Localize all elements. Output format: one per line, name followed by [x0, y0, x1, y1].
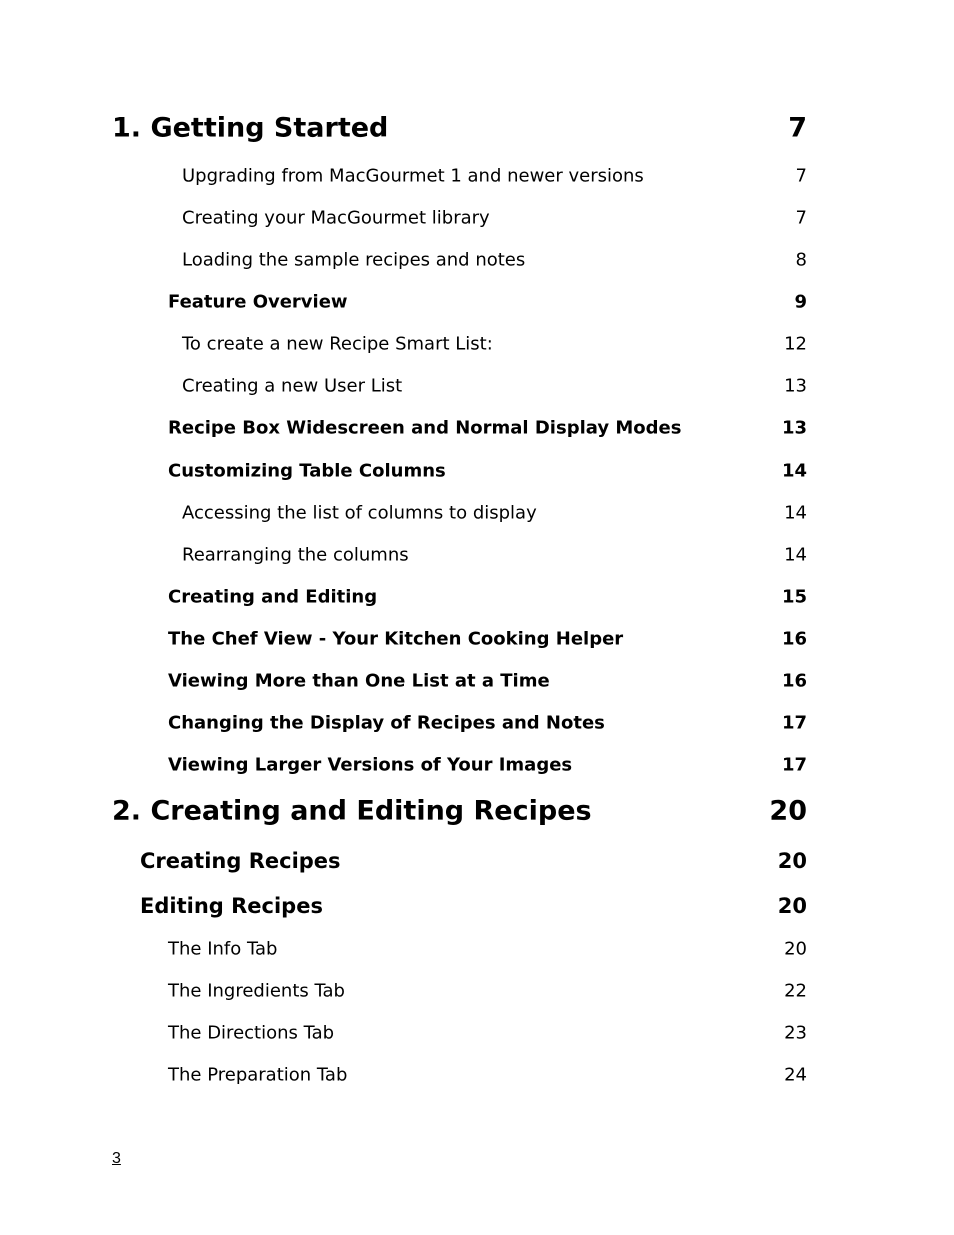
toc-entry-title: The Directions Tab — [168, 1022, 335, 1044]
toc-entry-title: Feature Overview — [168, 291, 348, 313]
toc-entry-page: 13 — [781, 417, 807, 439]
toc-entry-page: 15 — [781, 586, 807, 608]
toc-entry-page: 13 — [784, 375, 807, 397]
toc-entry-title: Creating Recipes — [140, 849, 341, 873]
toc-entry-page: 8 — [795, 249, 807, 271]
toc-entry-page: 23 — [784, 1022, 807, 1044]
toc-entry-page: 24 — [784, 1064, 807, 1086]
toc-entry-title: Upgrading from MacGourmet 1 and newer versions — [182, 165, 644, 187]
toc-entry-title: Creating and Editing — [168, 586, 378, 608]
toc-entry-page: 22 — [784, 980, 807, 1002]
toc-entry-title: Editing Recipes — [140, 894, 323, 918]
toc-entry-title: Customizing Table Columns — [168, 460, 446, 482]
toc-entry-page: 20 — [777, 894, 807, 918]
toc-entry-page: 16 — [781, 670, 807, 692]
toc-entry-title: To create a new Recipe Smart List: — [182, 333, 493, 355]
toc-entry-page: 20 — [784, 938, 807, 960]
toc-entry-title: Rearranging the columns — [182, 544, 409, 566]
toc-entry-title: Viewing Larger Versions of Your Images — [168, 754, 573, 776]
toc-entry-page: 14 — [784, 502, 807, 524]
toc-entry-title: Recipe Box Widescreen and Normal Display Modes — [168, 417, 682, 439]
toc-entry-title: The Info Tab — [168, 938, 278, 960]
toc-entry-page: 20 — [769, 795, 807, 827]
toc-entry-page: 7 — [788, 112, 807, 144]
toc-entry-page: 14 — [781, 460, 807, 482]
toc-entry-title: Creating a new User List — [182, 375, 403, 397]
toc-entry-title: Accessing the list of columns to display — [182, 502, 537, 524]
toc-entry-page: 17 — [781, 712, 807, 734]
toc-entry-title: 1. Getting Started — [112, 112, 389, 144]
toc-entry-page: 9 — [794, 291, 807, 313]
toc-entry-title: The Preparation Tab — [168, 1064, 348, 1086]
toc-entry-title: 2. Creating and Editing Recipes — [112, 795, 592, 827]
toc-entry-page: 16 — [781, 628, 807, 650]
toc-entry-title: The Chef View - Your Kitchen Cooking Helper — [168, 628, 624, 650]
toc-entry-page: 17 — [781, 754, 807, 776]
toc-entry-title: Creating your MacGourmet library — [182, 207, 490, 229]
toc-entry-page: 14 — [784, 544, 807, 566]
toc-entry-title: Loading the sample recipes and notes — [182, 249, 526, 271]
toc-entry-title: Viewing More than One List at a Time — [168, 670, 550, 692]
toc-entry-page: 7 — [795, 207, 807, 229]
page-number: 3 — [112, 1150, 121, 1167]
toc-entry-page: 12 — [784, 333, 807, 355]
toc-entry-title: Changing the Display of Recipes and Notes — [168, 712, 605, 734]
toc-entry-title: The Ingredients Tab — [168, 980, 345, 1002]
toc-entry-page: 20 — [777, 849, 807, 873]
toc-entry-page: 7 — [795, 165, 807, 187]
